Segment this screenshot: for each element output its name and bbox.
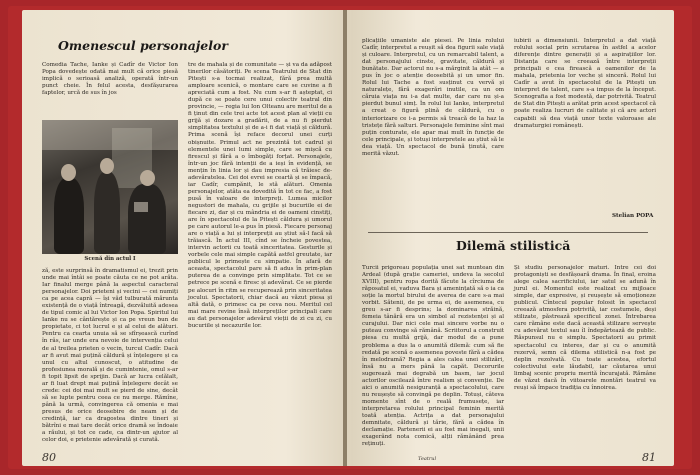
scene-photo bbox=[42, 120, 178, 254]
right-col2-top: iubirii a dimensiunii. Interpretul a dat viață rolului social prin scrutarea în astfel a acelor diferențe dintre generații și a aspirațiilor lor. Distanța care se creează între interpreții principali e cea firească a oamenilor de la mahala, prietenia lor veche și sinceră. Rolul lui Cadîr a avut în spectacolul de la Pitești un interpret de talent, care s-a impus de la început. Scenografia a fost modestă, dar potrivită. Teatrul de Stat din Pitești a arătat prin acest spectacol că poate realiza lucruri de calitate și că are actori capabili să dea viață unor texte valoroase ale dramaturgiei românești. bbox=[514, 38, 656, 129]
page-number-left: 80 bbox=[42, 451, 56, 464]
right-col2-bottom: Și studiu personajelor maturi. Intre cei doi protagoniști se desfășoară drama. În final, eroina alege calea sacrificiului, iar satul se adună în jurul ei. Momentul este realizat cu mijloace simple, dar expresive, și reușește să emoționeze publicul. Cîntecul popular folosit în spectacol creează atmosfera potrivită, iar costumele, deși stilizate, păstrează specificul zonei. Întrebarea care rămâne este dacă această stilizare servește cu adevărat textul sau îl îndepărtează de public. Răspunsul nu e simplu. Spectatorii au primit spectacolul cu interes, dar și cu o anumită rezervă, semn că dilema stilistică n-a fost pe deplin rezolvată. Cu toate acestea, efortul colectivului este lăudabil, iar căutarea unui limbaj scenic propriu merită încurajată. Rămâne de văzut dacă în viitoarele montări teatrul va reuși să împace tradiția cu înnoirea. bbox=[514, 265, 656, 391]
right-page bbox=[352, 10, 674, 466]
photo-caption: Scenă din actul I bbox=[84, 256, 136, 262]
right-col1-top: plicațiile umaniste ale piesei. Pe linia rolului Cadîr, interpretul a reușit să dea figurii sale viață și culoare. Interpretul, cu un remarcabil talent, a dat personajului cinste, gravitate, căldură și bunătate. Dar actorul nu s-a mărginit la atât — a pus în joc o atenție deosebită și un umor fin. Rolul lui Tache a fost susținut cu vervă și naturalețe, fără exagerări inutile, ca un om căruia viața nu i-a dat multe, dar care nu și-a pierdut bunul simț. În rolul lui Ianke, interpretul a creat o figură plină de căldură, cu o interiorizare ce i-a permis să treacă de la haz la tristețe fără salturi. Personajele feminine sînt mai puțin conturate, ele apar mai mult în funcție de cele principale, și totuși interpretele au știut să le dea viață. Un spectacol de bună ținută, care merită văzut. bbox=[362, 38, 504, 157]
left-page bbox=[22, 10, 352, 466]
running-footer: Teatrul bbox=[418, 456, 437, 462]
section-divider bbox=[368, 232, 648, 233]
author-signature: Stelian POPA bbox=[612, 213, 654, 219]
right-col1-bottom: Turcii prigoreau populația unei sat muntean din Ardeal (după grație cameriei, undeva la secolul XVIII), pentru ropa dorită făcute la cîrciuma de răposatul ei, vaduva Bara și amenințată să o ia ca soție la mortul birului de averea de care s-a mai vorbit. Sătenii, de pe urma ei, de asemenea, cu greu s-ar fi desprins; la dominarea străină, femeia tânără era un simbol al rezistenței și al curajului. Dar nici cele mai sincere vorbe nu o puteau convinge să rămână. Scriitorul a construit piesa cu multă grijă, dar modul de a pune problema a dus la o anumită dilemă: cum să fie redată pe scenă o asemenea poveste fără a cădea în melodramă? Regia a ales calea unei stilizări, însă nu a mers până la capăt. Decorurile sugerează mai degrabă un basm, iar jocul actorilor oscilează între realism și convenție. De aici o anumită nesiguranță a spectacolului, care nu reușește să convingă pe deplin. Totuși, câteva momente sînt de o reală frumusețe, iar interpretarea rolului principal feminin merită toată atenția. Actrița a dat personajului demnitate, căldură și tărie, fără a cădea în declamație. Partenerii ei au fost mai inegali, unii exagerând nota comică, alții rămânând prea reținuți. bbox=[362, 265, 504, 448]
left-col1-intro: Comedia Tache, Ianke și Cadîr de Victor Ion Popa dovedește odată mai mult că orice piesă implică o serioasă analiză, operată într-un punct cheie. În felul acesta, desfășurarea faptelor, urcă de sus în jos bbox=[42, 62, 178, 97]
article-title-right: Dilemă stilistică bbox=[456, 238, 571, 253]
article-title-left: Omenescul personajelor bbox=[58, 38, 228, 53]
left-col1-body: ză, este surprinsă în dramatismul ei, trezit prin unde mai întâi se poate căuta ce ne pot arăta. Iar finalul merge până la aspectul caracteral personajelor. Doi prieteni și vecini — cei numiți ca pe acea capră — își văd tulburată mărunta existență de o viață întreagă, dezvăluită adesea de tipul comic al lui Victor Ion Popa. Spiritul lui Ianke nu se cântărește și ca pe vreun bun de propietate, ci tot lucrul e și al celui de alături. Pentru ca cearta unuia să se sfîrșească curînd în râs, iar unde era nevoie de intervenția celui de al treilea prieten o vecin, turcul Cadîr. Dacă ar fi avut mai puțină căldură și înțelegere și ca unul cu altul cunoscut, o atitudine de profesiunea morală și de cumintenie, omul s-ar fi topit lipsit de sprijin. Dacă ar lucra celălalt, ar fi luat drept mai puțină înțelegere decât se crede: cei doi mai mult se pierd de sine, decât să se lupte pentru ceea ce nu merge. Rămîne, până la urmă, convingerea că omenia e mai presus de orice deosebire de neam și de credință, iar ca dragostea dintre tineri și bătrîni e mai tare decât orice dramă se îndoaie a răului, și tot ce cade, ca dintr-un ajutor al celor doi, e prietenie adevărată și curată. bbox=[42, 268, 178, 444]
page-number-right: 81 bbox=[642, 451, 656, 464]
left-col2: tre de mahala și de comunitate — și va da adăpost tinerilor căsătoriți. Pe scena Teatrului de Stat din Pitești s-a tocmai realizat, fără prea multă amploare scenică, o montare care se cuvine a fi apreciată cum a fost. Nu cum s-ar fi așteptat, ci după ce se poate cere unui colectiv teatral din provincie, — regia lui Ion Olteanu are meritul de a fi ținut din cele trei acte tot acest plan al vieții cu grijă și dozare a gradării, de a nu fi pierdut simplitatea textului și de a-i fi dat viață și căldură. Prima scenă își reface decorul unei curți obișnuite. Primul act ne prezintă tot cadrul și elementele unei lumi simple, care se mișcă cu firescul și fără a o îmbogăți forțat. Personajele, într-un joc fără intenții de a ieși în evidență, se mențin în linia lor și dau impresia că trăiesc de-adevăratelea. Cei doi evrei se ceartă și se împacă, iar Cadîr, cumpănit, le stă alături. Omenia personajelor, atâta ea dovedită în tot ce fac, a fost pusă în valoare de interpreți. Lumea micilor negustori de mahala, cu grijile și bucuriile ei de fiecare zi, dar și cu mândria ei de oameni cinstiți, are în spectacolul de la Pitești căldura și umorul pe care autorul le-a pus în piesă. Fiecare personaj are o viață a lui și interpreții au știut să-l facă să trăiască. În actul III, cînd se încheie povestea, intervin actorii cu toată sinceritatea. Gesturile și vorbele cele mai simple capătă astfel greutate, iar publicul le primește cu simpatie. În afară de aceasta, spectacolul pare să fi adus în prim-plan puterea de a convinge prin simplitate. Tot ce se petrece pe scenă e firesc și adevărat. Ce se pierde pe alocuri în ritm se recuperează prin sinceritatea jocului. Spectatorii, chiar dacă au văzut piesa și altă dată, o primesc ca pe ceva nou. Meritul cel mai mare revine însă interpreților principali care au dat personajelor adevărul vieții de zi cu zi, cu bucuriile și necazurile lor. bbox=[188, 62, 332, 329]
book-gutter bbox=[343, 10, 347, 466]
